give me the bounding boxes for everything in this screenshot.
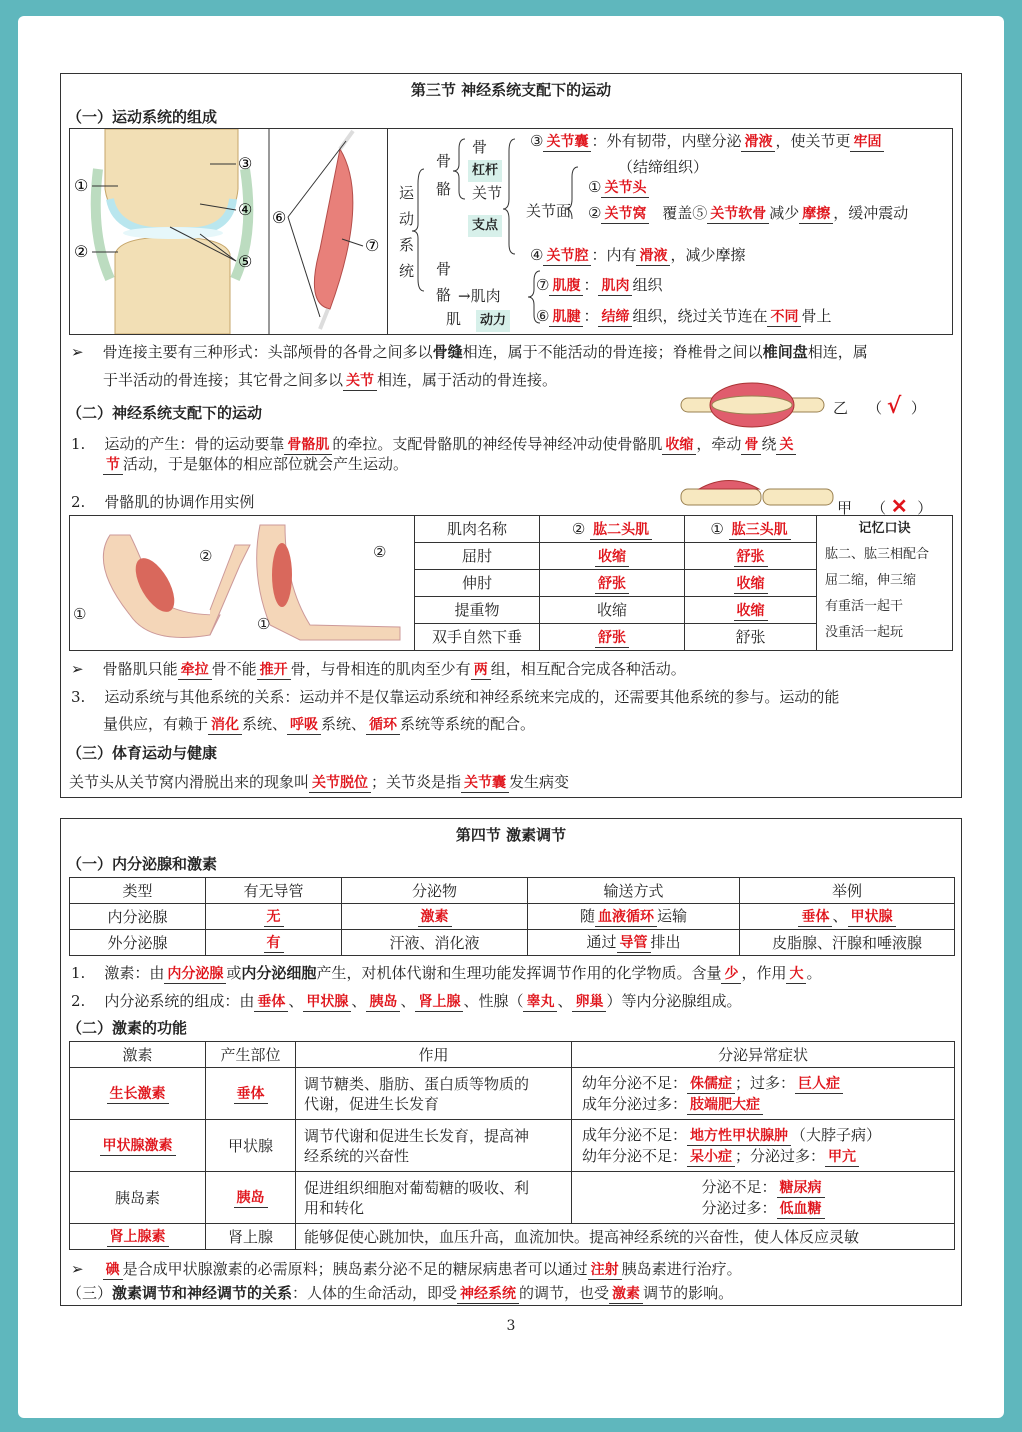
table-row: 内分泌腺 无 激素 随 血液循环 运输 垂体 、 甲状腺 <box>70 904 955 930</box>
mt-mnemonic-4: 没重活一起玩 <box>825 625 904 640</box>
subheading-nerve-control: （二）神经系统支配下的运动 <box>67 404 263 422</box>
tree-line-socket: ② 关节窝 覆盖⑤ 关节软骨 减少 摩擦 ，缓冲震动 <box>588 204 909 222</box>
fig-label-3: ③ <box>238 154 253 173</box>
tree-gu-a: 骨 <box>472 138 488 156</box>
arm-label-2b: ② <box>373 543 387 561</box>
iodine-para: ➢ 碘 是合成甲状腺激素的必需原料；胰岛素分泌不足的糖尿病患者可以通过 注射 胰岛素进行治疗。 <box>71 1260 742 1278</box>
tree-zhidian-tag: 支点 <box>468 214 502 237</box>
table-row: 屈肘 收缩 舒张 <box>70 543 953 570</box>
section-4-title: 第四节 激素调节 <box>455 826 567 844</box>
muscle-belly <box>314 149 352 309</box>
tree-gu1: 骨 <box>436 152 452 170</box>
section-3-box <box>60 73 962 798</box>
tree-guanjie: 关节 <box>472 184 503 202</box>
subheading-glands: （一）内分泌腺和激素 <box>67 855 218 873</box>
arm-label-1a: ① <box>73 605 87 623</box>
motion-origin-line2: 节 活动，于是躯体的相应部位就会产生运动。 <box>103 454 408 475</box>
joint-jia-label: 甲 （ ✕ ） <box>837 494 933 518</box>
mt-mnemonic-1: 肱二、肱三相配合 <box>825 547 930 562</box>
bone-connection-para-line2: 于半活动的骨连接；其它骨之间多以 关节 相连，属于活动的骨连接。 <box>103 371 558 389</box>
joint-yi-label: 乙 （ √ ） <box>833 393 926 419</box>
table-row: 提重物 收缩 收缩 <box>70 597 953 624</box>
dislocation-para: 关节头从关节窝内滑脱出来的现象叫 关节脱位 ；关节炎是指 关节囊 发生病变 <box>69 773 570 791</box>
table-row: 甲状腺激素 甲状腺 调节代谢和促进生长发育，提高神 经系统的兴奋性 成年分泌不足： 地方性甲状腺肿 （大脖子病） 幼年分泌不足： 呆小症 ；分泌过多： 甲亢 <box>70 1120 955 1172</box>
tree-note-connective: （结缔组织） <box>618 158 709 176</box>
composition-diagram-box <box>69 128 953 335</box>
tree-ge1: 骼 <box>436 180 452 198</box>
knee-joint-figure <box>70 129 388 334</box>
tree-tong: 统 <box>399 262 415 280</box>
fig-label-6: ⑥ <box>272 208 287 227</box>
joint-yi-figure <box>679 374 829 434</box>
table-row: 伸肘 舒张 收缩 <box>70 570 953 597</box>
mt-mnemonic-cell <box>817 516 953 651</box>
fig-label-1: ① <box>74 176 89 195</box>
arm-label-1b: ① <box>257 615 271 633</box>
tree-gu2: 骨 <box>436 260 452 278</box>
muscle-tendon-bottom <box>320 309 328 329</box>
gland-table: 类型 有无导管 分泌物 输送方式 举例 内分泌腺 无 激素 随 血液循环 运输 垂体 、 甲状腺 外分泌腺 有 汗液、消化液 通过 导管 排出 皮脂腺、汗腺和唾液腺 <box>69 877 955 956</box>
tree-line-tendon: ⑥ 肌腱 ： 结缔 组织，绕过关节连在 不同 骨上 <box>536 307 832 325</box>
regulation-relation-para: （三）激素调节和神经调节的关系：人体的生命活动，即受 神经系统 的调节，也受 激素 调节的影响。 <box>67 1284 734 1302</box>
mt-header-biceps: ② 肱二头肌 <box>540 516 685 543</box>
systems-relation-line2: 量供应，有赖于 消化 系统、 呼吸 系统、 循环 系统等系统的配合。 <box>103 715 536 733</box>
section-3-title: 第三节 神经系统支配下的运动 <box>410 81 612 99</box>
page-number: 3 <box>506 1318 516 1334</box>
joint-jia-figure <box>679 474 839 514</box>
tree-line-belly: ⑦ 肌腹 ： 肌肉 组织 <box>536 276 663 294</box>
check-mark: √ <box>886 393 902 419</box>
page-sheet <box>18 16 1004 1418</box>
tree-dongli-tag: 动力 <box>476 309 510 332</box>
hormone-definition: 1. 激素：由 内分泌腺 或内分泌细胞产生，对机体代谢和生理功能发挥调节作用的化学物质。含量 少 ，作用 大 。 <box>71 964 822 982</box>
hormone-table: 激素 产生部位 作用 分泌异常症状 生长激素 垂体 调节糖类、脂肪、蛋白质等物质的 代谢，促进生长发育 幼年分泌不足： 侏儒症 ；过多： 巨人症 成年分泌过多： 肢端肥大症 甲状腺激素 甲状腺 调节代谢和促进生长发育，提高神 经系统的兴奋性 成年分泌不足： 地方性甲状腺肿 （大脖子病） 幼年分泌不足： 呆小症 ；分泌过多： 甲亢 胰岛素 胰岛 促进组织细胞对葡萄糖的吸收、利 用和转化 分泌不足： 糖尿病 分泌过多： 低血糖 肾上腺素 肾上腺 能够促使心跳加快，血压升高，血流加快。提高神经系统的兴奋性，使人体反应灵敏 <box>69 1041 955 1250</box>
tree-yun: 运 <box>399 184 415 202</box>
systems-relation-line1: 3. 运动系统与其他系统的关系：运动并不是仅靠运动系统和神经系统来完成的，还需要其他系统的参与。运动的能 <box>71 688 840 706</box>
motion-origin-line1: 1. 运动的产生：骨的运动要靠 骨骼肌 的牵拉。支配骨骼肌的神经传导神经冲动使骨骼肌 收缩 ，牵动 骨 绕 关 <box>71 434 796 455</box>
tree-ge2: 骼 <box>436 286 452 304</box>
knee-tibia <box>115 237 230 334</box>
endocrine-composition: 2. 内分泌系统的组成：由 垂体 、 甲状腺 、 胰岛 、 肾上腺 、性腺（ 睾丸 、 卵巢 ）等内分泌腺组成。 <box>71 992 742 1010</box>
knee-femur <box>105 129 238 229</box>
tree-ji: 肌 <box>446 310 462 328</box>
fig-label-5: ⑤ <box>238 252 253 271</box>
mt-header-triceps: ① 肱三头肌 <box>685 516 817 543</box>
tree-line-head: ① 关节头 <box>588 177 649 198</box>
fig-label-2: ② <box>74 242 89 261</box>
cross-mark: ✕ <box>890 494 908 518</box>
mt-mnemonic-2: 屈二缩，伸三缩 <box>825 573 917 588</box>
tree-line-capsule: ③ 关节囊 ：外有韧带，内壁分泌 滑液 ，使关节更 牢固 <box>530 131 884 152</box>
table-row: 生长激素 垂体 调节糖类、脂肪、蛋白质等物质的 代谢，促进生长发育 幼年分泌不足： 侏儒症 ；过多： 巨人症 成年分泌过多： 肢端肥大症 <box>70 1068 955 1120</box>
arm-label-2a: ② <box>199 547 213 565</box>
table-row: 肾上腺素 肾上腺 能够促使心跳加快，血压升高，血流加快。提高神经系统的兴奋性，使人体反应灵敏 <box>70 1224 955 1250</box>
tree-line-cavity: ④ 关节腔 ：内有 滑液 ，减少摩擦 <box>530 246 746 264</box>
tree-dong: 动 <box>399 210 415 228</box>
bone-connection-para-line1: ➢ 骨连接主要有三种形式：头部颅骨的各骨之间多以骨缝相连，属于不能活动的骨连接；脊椎骨之间以椎间盘相连，属 <box>71 343 868 361</box>
subheading-hormone-function: （二）激素的功能 <box>67 1019 188 1037</box>
muscle-pull-para: ➢ 骨骼肌只能 牵拉 骨不能 推开 骨，与骨相连的肌肉至少有 两 组，相互配合完成各种活动。 <box>71 660 686 678</box>
mt-mnemonic-title: 记忆口诀 <box>858 521 911 536</box>
subheading-composition: （一）运动系统的组成 <box>67 108 218 126</box>
table-row: 胰岛素 胰岛 促进组织细胞对葡萄糖的吸收、利 用和转化 分泌不足： 糖尿病 分泌过多： 低血糖 <box>70 1172 955 1224</box>
table-row: 双手自然下垂 舒张 舒张 <box>70 624 953 651</box>
tree-ganggan-tag: 杠杆 <box>468 159 502 182</box>
section-4-box <box>60 818 962 1306</box>
subheading-sports-health: （三）体育运动与健康 <box>67 744 218 762</box>
table-row: 外分泌腺 有 汗液、消化液 通过 导管 排出 皮脂腺、汗腺和唾液腺 <box>70 930 955 956</box>
tree-jirou: →肌肉 <box>458 287 501 305</box>
muscle-coordination-table <box>69 515 953 651</box>
coordination-heading: 2. 骨骼肌的协调作用实例 <box>71 493 255 511</box>
mt-mnemonic-3: 有重活一起干 <box>825 599 904 614</box>
fig-label-7: ⑦ <box>365 236 380 255</box>
tree-guanjiemian: 关节面 <box>526 202 572 220</box>
fig-label-4: ④ <box>238 200 253 219</box>
tree-xi: 系 <box>399 236 415 254</box>
mt-header-name: 肌肉名称 <box>415 516 540 543</box>
